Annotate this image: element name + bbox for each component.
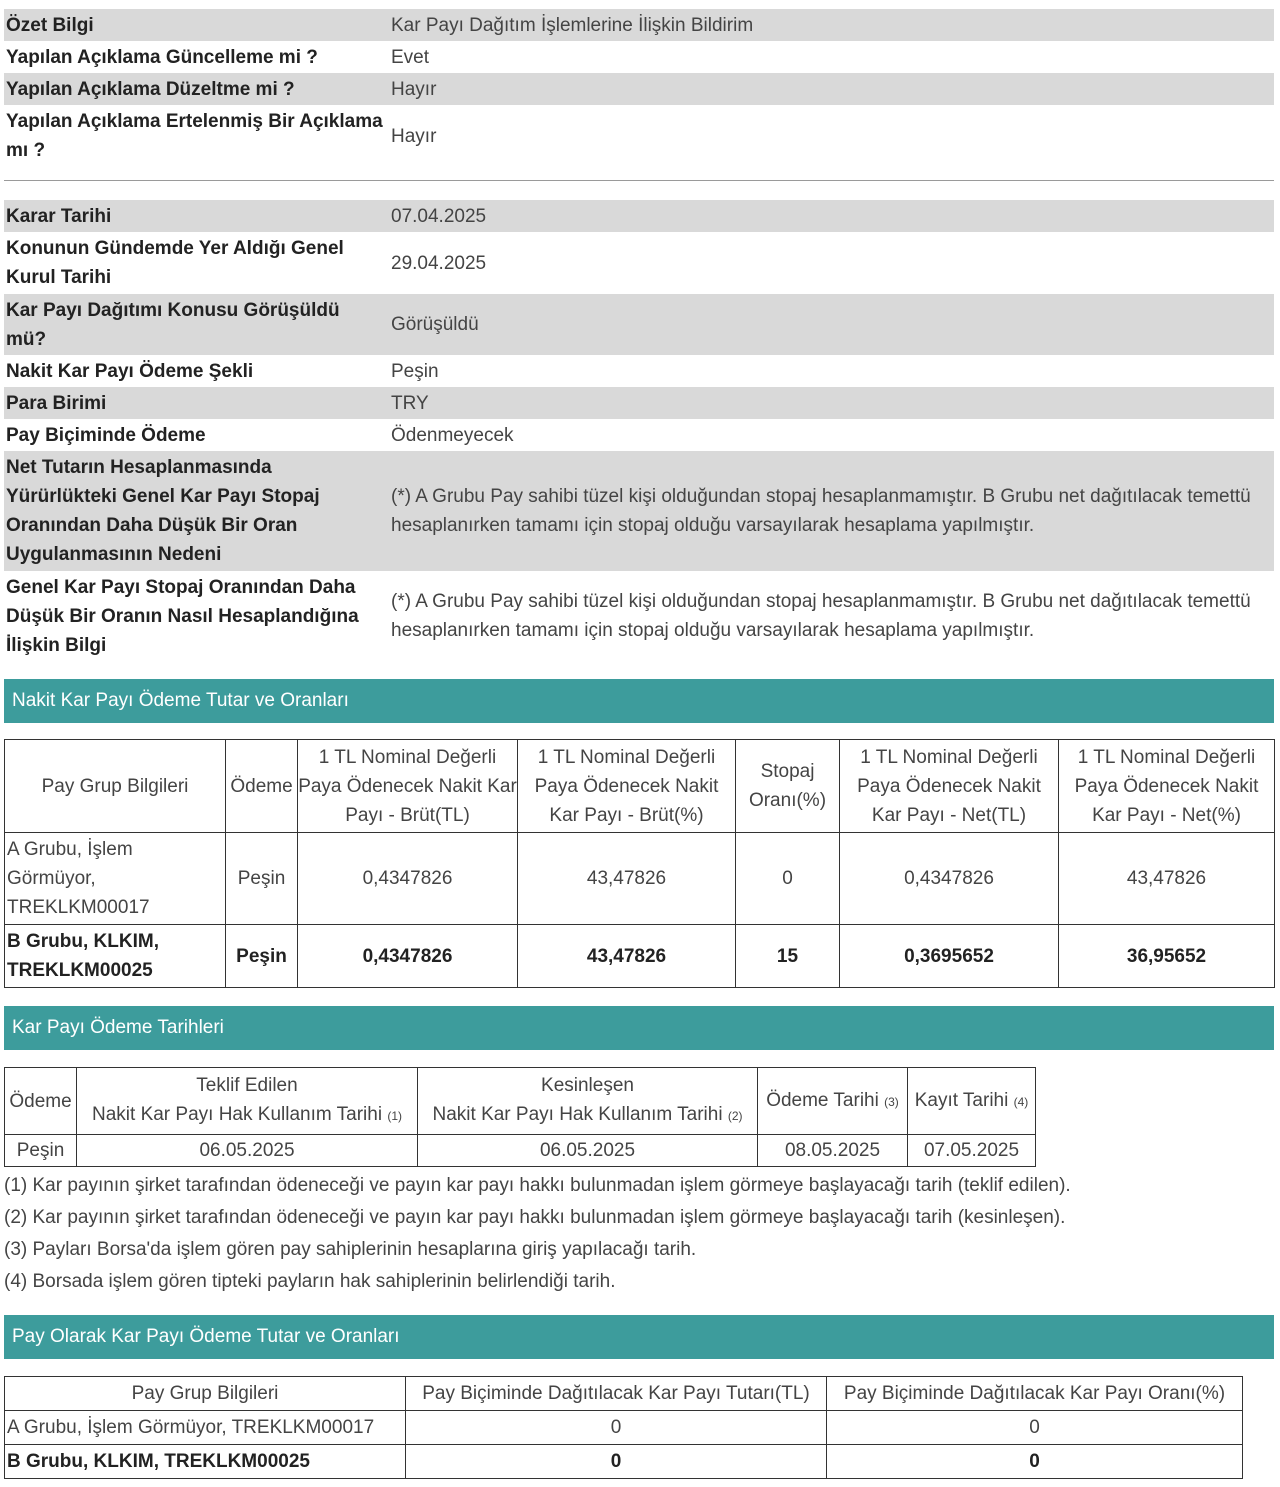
header-bottom-text: Nakit Kar Payı Hak Kullanım Tarihi [92, 1104, 383, 1125]
details-value: (*) A Grubu Pay sahibi tüzel kişi olduğundan stopaj hesaplanmamıştır. B Grubu net dağıtılacak temettü hesaplanırken tamamı için stopaj olduğu varsayılarak hesaplama yapılmıştır. [385, 451, 1274, 571]
details-label: Nakit Kar Payı Ödeme Şekli [6, 360, 254, 382]
summary-label: Yapılan Açıklama Düzeltme mi ? [4, 73, 385, 105]
header-bottom-text: Nakit Kar Payı Hak Kullanım Tarihi [432, 1104, 723, 1125]
dates-section-header: Kar Payı Ödeme Tarihleri [4, 1006, 1274, 1050]
cash-dividend-table [4, 739, 1275, 988]
table-cell: Peşin [226, 925, 298, 988]
header-bottom-line [77, 1100, 417, 1131]
column-header: Stopaj Oranı(%) [736, 740, 840, 833]
group-info-cell: B Grubu, KLKIM, TREKLKM00025 [5, 925, 226, 988]
summary-row [4, 73, 1274, 105]
cash-section-header: Nakit Kar Payı Ödeme Tutar ve Oranları [4, 679, 1274, 723]
column-header: 1 TL Nominal Değerli Paya Ödenecek Nakit Kar Payı - Net(%) [1059, 740, 1275, 833]
summary-value: Hayır [391, 125, 437, 147]
summary-table [4, 9, 1274, 167]
header-top-text: Kesinleşen [541, 1075, 634, 1096]
summary-value: Hayır [385, 73, 1274, 105]
table-cell: 0,4347826 [298, 925, 518, 988]
details-label: Genel Kar Payı Stopaj Oranından Daha Düşük Bir Oranın Nasıl Hesaplandığına İlişkin Bilgi [6, 576, 359, 656]
column-header [908, 1068, 1036, 1135]
table-row [5, 1445, 1243, 1479]
details-value: Görüşüldü [385, 294, 1274, 355]
table-cell: 43,47826 [518, 925, 736, 988]
summary-row [4, 41, 1274, 73]
stock-dividend-table [4, 1376, 1243, 1479]
table-cell: 0,4347826 [840, 833, 1059, 925]
details-row [4, 387, 1274, 419]
table-row [5, 1135, 1036, 1167]
details-row [4, 355, 1274, 387]
column-header: Pay Biçiminde Dağıtılacak Kar Payı Oranı(%) [827, 1377, 1243, 1411]
summary-value: Kar Payı Dağıtım İşlemlerine İlişkin Bildirim [385, 9, 1274, 41]
footnote: (3) Payları Borsa'da işlem gören pay sahiplerinin hesaplarına giriş yapılacağı tarih. [4, 1239, 697, 1260]
column-header: Pay Biçiminde Dağıtılacak Kar Payı Tutarı(TL) [406, 1377, 827, 1411]
summary-label: Yapılan Açıklama Güncelleme mi ? [6, 46, 318, 68]
column-header: Ödeme [5, 1068, 77, 1135]
group-info-cell: B Grubu, KLKIM, TREKLKM00025 [5, 1445, 406, 1479]
footnote-ref: (4) [1013, 1094, 1029, 1109]
group-info-cell: A Grubu, İşlem Görmüyor, TREKLKM00017 [5, 833, 226, 925]
details-value: Ödenmeyecek [391, 424, 514, 446]
table-cell: 0 [406, 1411, 827, 1445]
column-header [77, 1068, 418, 1135]
details-label: Kar Payı Dağıtımı Konusu Görüşüldü mü? [4, 294, 385, 355]
details-row [4, 571, 1274, 661]
summary-label: Özet Bilgi [4, 9, 385, 41]
payment-dates-table [4, 1067, 1036, 1167]
table-cell: 15 [736, 925, 840, 988]
header-bottom-line [418, 1100, 757, 1131]
table-cell: Peşin [5, 1135, 77, 1167]
header-text: Ödeme Tarihi [766, 1089, 879, 1111]
section-divider [4, 180, 1274, 181]
details-value: 07.04.2025 [385, 200, 1274, 232]
header-text: Kayıt Tarihi [914, 1089, 1009, 1111]
table-cell: 43,47826 [1059, 833, 1275, 925]
stock-section-header: Pay Olarak Kar Payı Ödeme Tutar ve Oranları [4, 1315, 1274, 1359]
column-header: Ödeme [226, 740, 298, 833]
table-cell: 0 [827, 1411, 1243, 1445]
details-label: Konunun Gündemde Yer Aldığı Genel Kurul Tarihi [6, 238, 344, 288]
summary-value: Evet [391, 46, 430, 68]
column-header: 1 TL Nominal Değerli Paya Ödenecek Nakit Kar Payı - Brüt(TL) [298, 740, 518, 833]
footnote-ref: (2) [727, 1109, 743, 1123]
table-cell: 08.05.2025 [758, 1135, 908, 1167]
details-label: Karar Tarihi [4, 200, 385, 232]
details-table [4, 200, 1274, 661]
details-value: TRY [385, 387, 1274, 419]
column-header: 1 TL Nominal Değerli Paya Ödenecek Nakit Kar Payı - Brüt(%) [518, 740, 736, 833]
table-cell: 0 [827, 1445, 1243, 1479]
table-cell: 07.05.2025 [908, 1135, 1036, 1167]
table-cell: 36,95652 [1059, 925, 1275, 988]
footnote: (4) Borsada işlem gören tipteki payların hak sahiplerinin belirlendiği tarih. [4, 1271, 616, 1292]
table-row [5, 925, 1275, 988]
details-row [4, 200, 1274, 232]
details-label: Pay Biçiminde Ödeme [6, 424, 206, 446]
footnote-ref: (1) [387, 1109, 402, 1123]
table-row [5, 1411, 1243, 1445]
group-info-cell: A Grubu, İşlem Görmüyor, TREKLKM00017 [5, 1411, 406, 1445]
column-header [758, 1068, 908, 1135]
details-value: (*) A Grubu Pay sahibi tüzel kişi olduğundan stopaj hesaplanmamıştır. B Grubu net dağıtılacak temettü hesaplanırken tamamı için stopaj olduğu varsayılarak hesaplama yapılmıştır. [391, 591, 1251, 641]
table-header-row [5, 1377, 1243, 1411]
table-cell: 0,3695652 [840, 925, 1059, 988]
details-label: Para Birimi [4, 387, 385, 419]
footnote-ref: (3) [884, 1094, 899, 1109]
summary-label: Yapılan Açıklama Ertelenmiş Bir Açıklama mı ? [6, 111, 383, 161]
table-row [5, 833, 1275, 925]
column-header [418, 1068, 758, 1135]
details-row [4, 451, 1274, 571]
table-cell: Peşin [226, 833, 298, 925]
table-cell: 06.05.2025 [77, 1135, 418, 1167]
column-header: Pay Grup Bilgileri [5, 740, 226, 833]
table-cell: 06.05.2025 [418, 1135, 758, 1167]
details-label: Net Tutarın Hesaplanmasında Yürürlükteki Genel Kar Payı Stopaj Oranından Daha Düşük Bir Oran Uygulanmasının Nedeni [4, 451, 385, 571]
column-header: 1 TL Nominal Değerli Paya Ödenecek Nakit Kar Payı - Net(TL) [840, 740, 1059, 833]
details-row [4, 419, 1274, 451]
table-cell: 0,4347826 [298, 833, 518, 925]
footnote: (2) Kar payının şirket tarafından ödeneceği ve payın kar payı hakkı bulunmadan işlem görmeye başlayacağı tarih (kesinleşen). [4, 1207, 1066, 1228]
header-top-text: Teklif Edilen [196, 1075, 298, 1096]
details-value: 29.04.2025 [391, 252, 487, 274]
table-cell: 0 [736, 833, 840, 925]
summary-row [4, 105, 1274, 167]
table-cell: 43,47826 [518, 833, 736, 925]
table-cell: 0 [406, 1445, 827, 1479]
footnote: (1) Kar payının şirket tarafından ödeneceği ve payın kar payı hakkı bulunmadan işlem görmeye başlayacağı tarih (teklif edilen). [4, 1175, 1071, 1196]
details-row [4, 232, 1274, 294]
summary-row [4, 9, 1274, 41]
column-header: Pay Grup Bilgileri [5, 1377, 406, 1411]
details-row [4, 294, 1274, 355]
details-value: Peşin [391, 360, 439, 382]
table-header-row [5, 1068, 1036, 1135]
table-header-row [5, 740, 1275, 833]
